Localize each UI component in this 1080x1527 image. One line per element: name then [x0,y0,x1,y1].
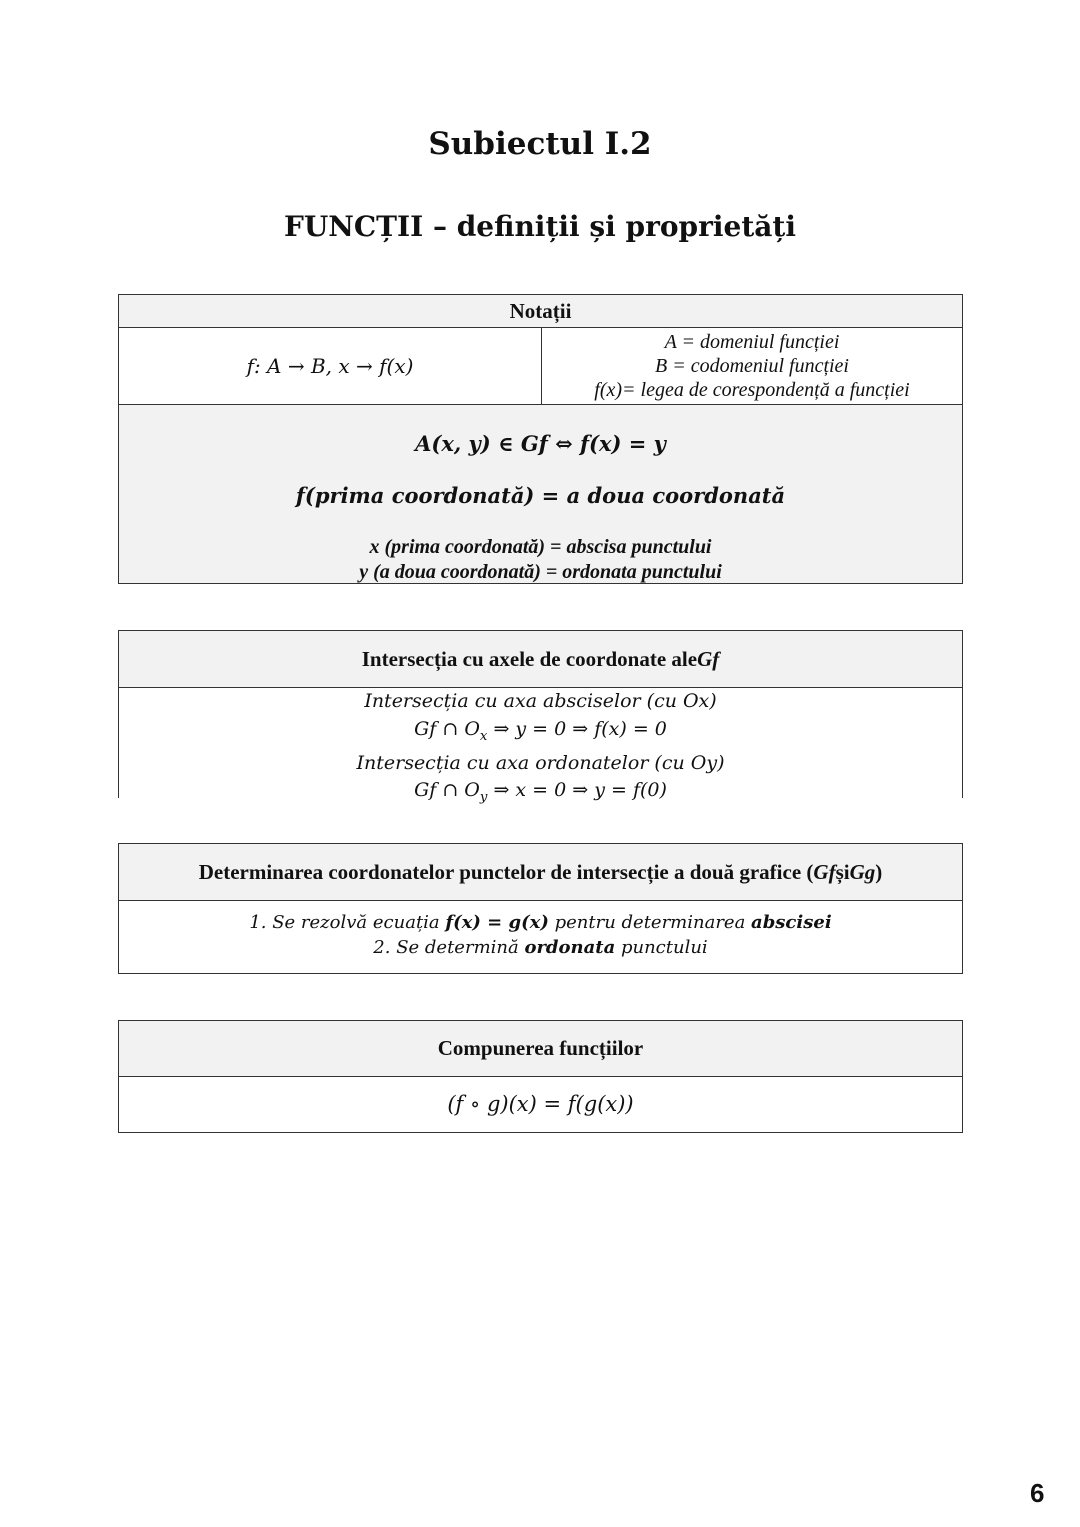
definition-codomain: B = codomeniul funcției [654,355,849,377]
graph-rules [119,405,962,583]
definition-law: f(x)= legea de corespondență a funcției [594,379,910,401]
composition-header: Compunerea funcțiilor [119,1021,962,1077]
composition-table [118,1020,963,1133]
oy-intersection-title: Intersecția cu axa ordonatelor (cu Oy) [356,751,725,774]
composition-formula: (f ∘ g)(x) = f(g(x)) [119,1077,962,1132]
ox-intersection-title: Intersecția cu axa absciselor (cu Ox) [364,690,717,712]
function-mapping: f: A → B, x → f(x) [119,328,542,404]
axis-intersection-table [118,630,963,806]
axis-intersection-header [119,631,962,688]
coordinate-names [119,535,962,585]
header-text: Intersecția cu axele de coordonate ale [361,646,698,671]
header-gf: Gf [697,646,720,671]
ox-intersection-rule: Gf ∩ $O_x$ ⇒ y = 0 ⇒ f(x) = 0 [414,717,667,744]
step-1: 1. Se rezolvă ecuația f(x) = g(x) pentru determinarea abscisei [249,912,832,933]
ordinate-definition: y (a doua coordonată) = ordonata punctului [359,561,722,583]
page-title: Subiectul I.2 [428,126,652,162]
notatii-row [119,328,962,405]
definition-domain: A = domeniul funcției [664,331,840,353]
graph-intersection-table [118,843,963,974]
page-number: 6 [1030,1478,1045,1508]
abscissa-definition: x (prima coordonată) = abscisa punctului [369,536,712,558]
notatii-header: Notații [119,295,962,328]
step-2: 2. Se determină ordonata punctului [373,937,708,958]
graph-intersection-header: Determinarea coordonatelor punctelor de intersecție a două grafice ( Gf și Gg ) [119,844,962,901]
definitions-cell [542,328,962,404]
notatii-table [118,294,963,584]
graph-intersection-steps [119,901,962,960]
page-subtitle: FUNCȚII – definiții și proprietăți [284,210,796,243]
graph-condition: A(x, y) ∈ Gf ⇔ f(x) = y [415,431,666,456]
oy-intersection-rule: Gf ∩ $O_y$ ⇒ x = 0 ⇒ y = f(0) [414,779,667,806]
coordinate-rule: f(prima coordonată) = a doua coordonată [295,483,786,508]
axis-intersection-content [119,688,962,812]
